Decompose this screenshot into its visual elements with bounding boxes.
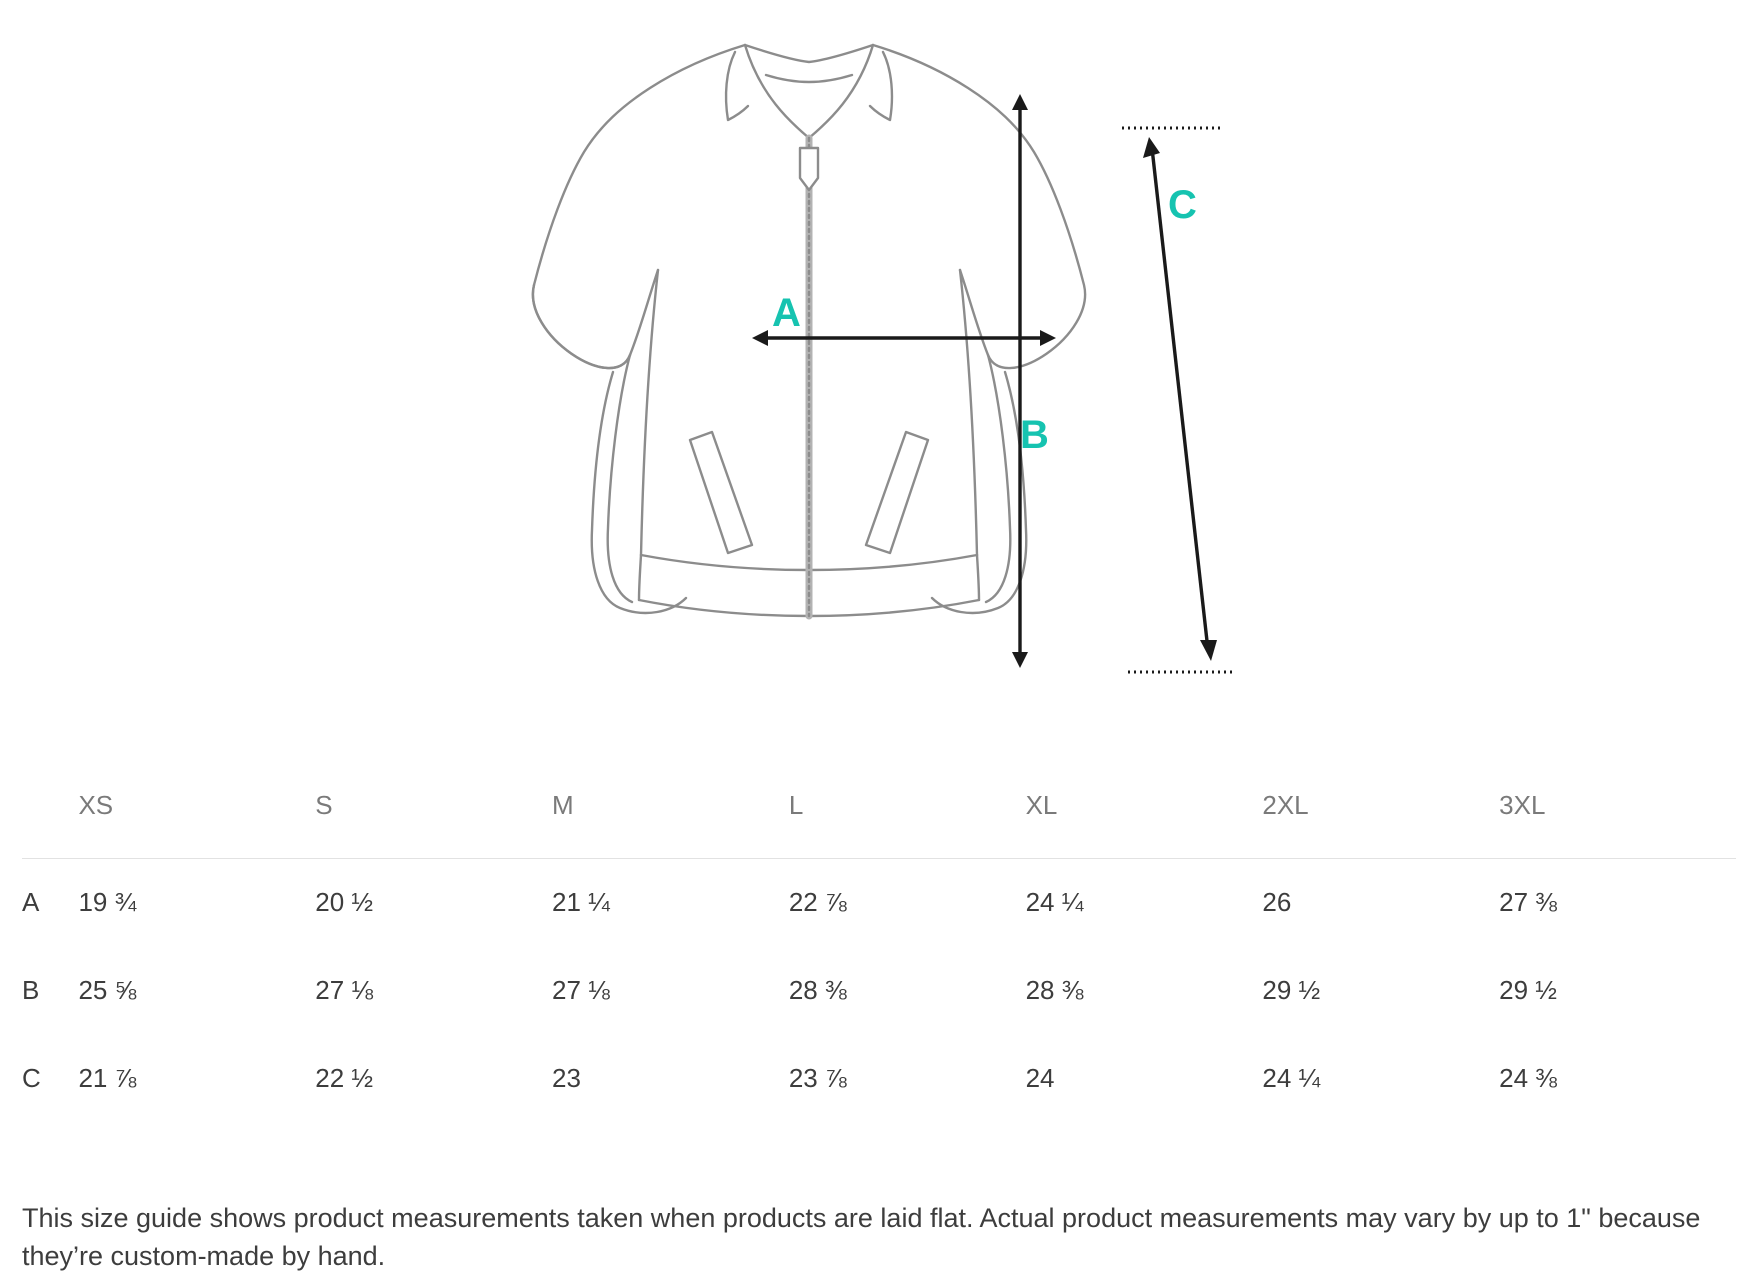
left-sleeve-outline (533, 45, 745, 368)
cell-c-s: 22 ½ (315, 1063, 374, 1093)
cell-b-2xl: 29 ½ (1262, 975, 1321, 1005)
cell-c-xl: 24 (1025, 1063, 1055, 1093)
size-guide-footnote: This size guide shows product measurements taken when products are laid flat. Actual product measurements may vary by up to 1" because they’re custom-made by hand. (22, 1203, 1701, 1272)
cell-a-s: 20 ½ (315, 887, 374, 918)
cell-c-l: 23 ⅞ (788, 1063, 847, 1093)
column-header-s: S (315, 789, 333, 820)
cell-a-l: 22 ⅞ (788, 887, 847, 918)
cell-b-3xl: 29 ½ (1499, 975, 1557, 1005)
table-row (22, 1035, 1736, 1123)
cell-c-m: 23 (552, 1063, 581, 1093)
dimension-label-c: C (1168, 183, 1197, 227)
cell-b-s: 27 ⅛ (315, 975, 374, 1005)
cell-a-xl: 24 ¼ (1025, 887, 1084, 918)
cell-b-xl: 28 ⅜ (1025, 975, 1084, 1005)
cell-a-m: 21 ¼ (552, 887, 610, 918)
zipper-pull (800, 148, 818, 190)
collar-outline (745, 45, 873, 138)
dimension-label-b: B (1020, 413, 1049, 457)
table-corner-cell (22, 770, 78, 859)
cell-b-m: 27 ⅛ (552, 975, 610, 1005)
cell-a-3xl: 27 ⅜ (1499, 887, 1557, 918)
row-key-a: A (22, 887, 40, 918)
right-pocket (866, 432, 928, 553)
cell-a-xs: 19 ¾ (78, 887, 137, 918)
dimension-label-a: A (772, 291, 801, 335)
table-row (22, 947, 1736, 1035)
right-sleeve-outline (873, 45, 1085, 368)
cell-b-xs: 25 ⅝ (78, 975, 137, 1005)
measurements-table-wrapper (0, 770, 1758, 1123)
table-header-row (22, 770, 1736, 859)
cell-c-xs: 21 ⅞ (78, 1063, 137, 1093)
column-header-3xl: 3XL (1499, 789, 1546, 820)
table-row (22, 859, 1736, 947)
cell-b-l: 28 ⅜ (788, 975, 847, 1005)
column-header-xs: XS (78, 789, 114, 820)
cell-c-2xl: 24 ¼ (1262, 1063, 1321, 1093)
table-body (22, 859, 1736, 1123)
column-header-2xl: 2XL (1262, 789, 1309, 820)
measurements-table (22, 770, 1736, 1123)
cell-a-2xl: 26 (1262, 887, 1292, 918)
column-header-l: L (788, 789, 804, 820)
cell-c-3xl: 24 ⅜ (1499, 1063, 1557, 1093)
row-key-c: C (22, 1063, 41, 1093)
row-key-b: B (22, 975, 40, 1005)
left-pocket (690, 432, 752, 553)
table-head (22, 770, 1736, 859)
column-header-xl: XL (1025, 789, 1058, 820)
column-header-m: M (552, 789, 574, 820)
